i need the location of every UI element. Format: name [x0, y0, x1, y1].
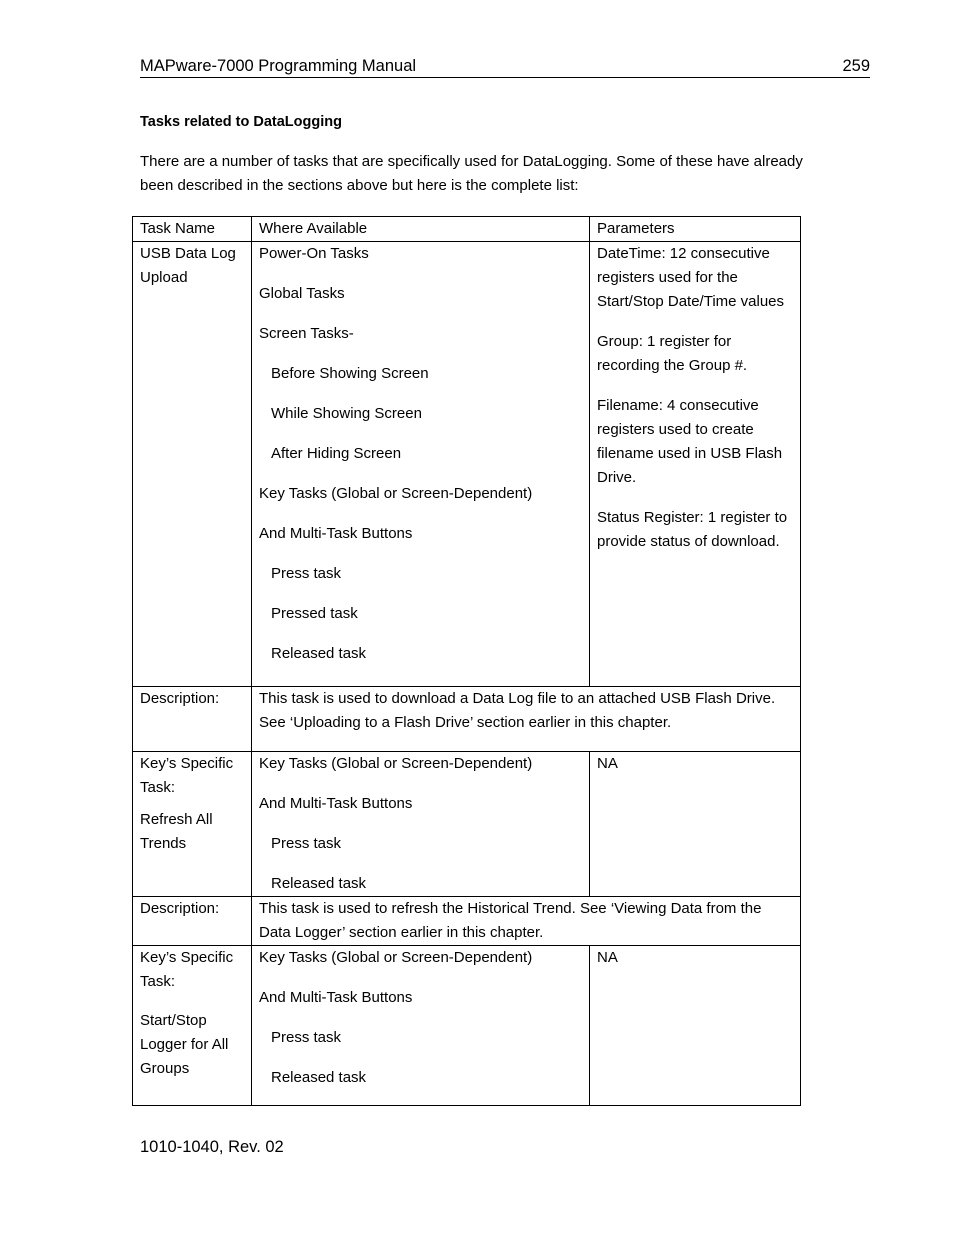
page-header: [140, 56, 870, 78]
parameter-item: Filename: 4 consecutive registers used to create filename used in USB Flash Drive.: [597, 397, 783, 486]
task-label: Key’s Specific Task:: [140, 949, 234, 990]
intro-paragraph: There are a number of tasks that are specifically used for DataLogging. Some of these have already been described in the sections above but here is the complete list:: [140, 153, 803, 194]
section-heading: Tasks related to DataLogging: [140, 114, 342, 130]
where-item: While Showing Screen: [271, 405, 422, 422]
where-item: And Multi-Task Buttons: [259, 525, 413, 542]
where-item: Released task: [271, 1069, 367, 1086]
manual-title: MAPware-7000 Programming Manual: [140, 57, 417, 75]
where-item: Global Tasks: [259, 285, 345, 302]
where-item: Press task: [271, 835, 342, 852]
where-item: Key Tasks (Global or Screen-Dependent): [259, 755, 533, 772]
parameters-cell: [590, 242, 801, 687]
header-task-name: Task Name: [133, 217, 252, 242]
task-name-cell: [133, 946, 252, 1106]
parameters-cell: NA: [590, 946, 801, 1106]
where-item: Press task: [271, 565, 342, 582]
table-row: [133, 242, 801, 687]
where-item: Screen Tasks-: [259, 325, 354, 342]
header-where-available: Where Available: [252, 217, 590, 242]
table-row: [133, 752, 801, 897]
parameter-item: Status Register: 1 register to provide status of download.: [597, 509, 788, 550]
description-label: Description:: [133, 687, 252, 752]
where-item: And Multi-Task Buttons: [259, 989, 413, 1006]
task-name: Refresh All Trends: [140, 811, 213, 852]
where-item: Power-On Tasks: [259, 245, 369, 262]
datalogging-tasks-table: [132, 216, 801, 1106]
where-item: Released task: [271, 875, 367, 892]
where-item: Before Showing Screen: [271, 365, 429, 382]
task-name-cell: [133, 752, 252, 897]
where-item: Released task: [271, 645, 367, 662]
page-number: 259: [842, 57, 870, 75]
where-item: Pressed task: [271, 605, 358, 622]
where-item: And Multi-Task Buttons: [259, 795, 413, 812]
where-item: Key Tasks (Global or Screen-Dependent): [259, 949, 533, 966]
document-number: 1010-1040, Rev. 02: [140, 1138, 284, 1156]
where-available-cell: [252, 946, 590, 1106]
description-label: Description:: [133, 897, 252, 946]
where-item: Key Tasks (Global or Screen-Dependent): [259, 485, 533, 502]
where-item: Press task: [271, 1029, 342, 1046]
parameters-cell: NA: [590, 752, 801, 897]
parameter-item: DateTime: 12 consecutive registers used for the Start/Stop Date/Time values: [597, 245, 785, 310]
parameter-item: Group: 1 register for recording the Group #.: [597, 333, 748, 374]
table-row: [133, 946, 801, 1106]
task-name: Start/Stop Logger for All Groups: [140, 1012, 229, 1077]
description-text: This task is used to download a Data Log file to an attached USB Flash Drive. See ‘Uploading to a Flash Drive’ section earlier in this chapter.: [252, 687, 801, 752]
task-name: USB Data Log Upload: [140, 245, 236, 286]
task-label: Key’s Specific Task:: [140, 755, 234, 796]
where-item: After Hiding Screen: [271, 445, 402, 462]
header-parameters: Parameters: [590, 217, 801, 242]
description-text: This task is used to refresh the Historical Trend. See ‘Viewing Data from the Data Logger’ section earlier in this chapter.: [252, 897, 801, 946]
where-available-cell: [252, 242, 590, 687]
table-header-row: [133, 217, 801, 242]
table-row: [133, 897, 801, 946]
task-name-cell: [133, 242, 252, 687]
where-available-cell: [252, 752, 590, 897]
table-row: [133, 687, 801, 752]
